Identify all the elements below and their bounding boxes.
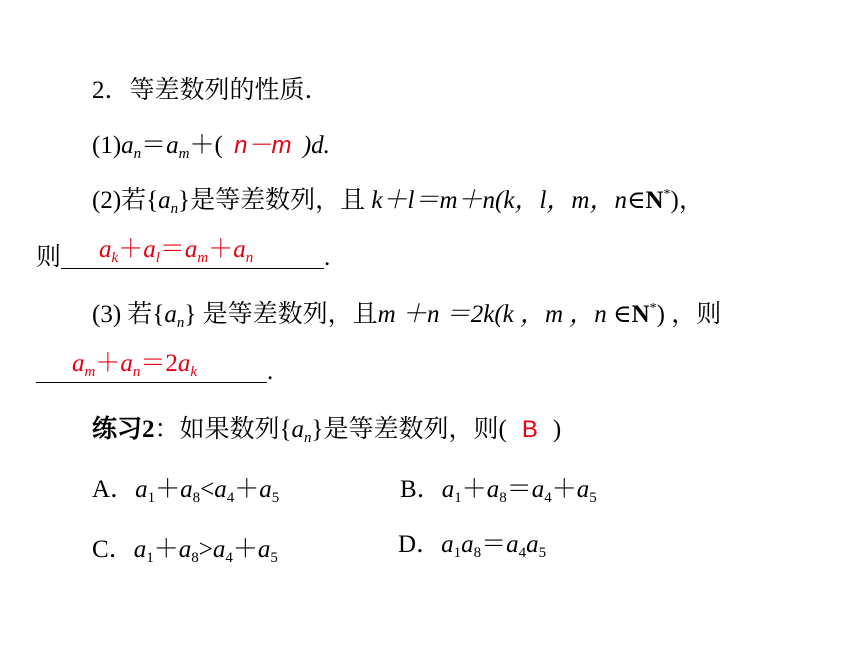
property-3-prefix: (3) 若{: [92, 301, 165, 328]
property-3: (3) 若$\{a_n\}$ 是等差数列，且m ＋n ＝2k(k ，m ，n ∈N*) ，则: [92, 301, 722, 331]
property-3-naturals: N: [631, 301, 650, 328]
property-1-answer: n－m: [234, 132, 292, 159]
property-2-then: 则: [36, 244, 62, 271]
option-b: B．$a_1+a_8=a_4+a_5$: [400, 476, 597, 506]
property-1-plus-paren: ＋(: [189, 132, 223, 159]
property-1-tail: )d.: [302, 132, 330, 159]
property-3-condition: m ＋n ＝2k(k ，m ，n ∈: [377, 301, 632, 328]
property-1-prefix: (1): [92, 132, 122, 159]
property-2-prefix: (2)若{: [92, 187, 159, 214]
property-1-equals: ＝: [141, 132, 167, 159]
property-3-blank-line: [36, 350, 274, 385]
property-2-end: )，: [670, 187, 704, 214]
option-c: C．$a_1+a_8>a_4+a_5$: [92, 536, 278, 566]
property-2-period: .: [324, 244, 331, 271]
option-d: D．$a_1a_8=a_4a_5$: [398, 531, 547, 561]
property-3-end: ) ，则: [656, 301, 722, 328]
property-2-star: *: [663, 187, 671, 202]
property-2-condition: k＋l＝m＋n(k，l，m，n∈: [371, 187, 646, 214]
exercise-answer: B: [521, 416, 538, 443]
property-3-mid: } 是等差数列，且: [184, 301, 378, 328]
property-2-mid: }是等差数列，且: [178, 187, 372, 214]
section-heading: 2．等差数列的性质．: [92, 77, 330, 104]
exercise-text: ：如果数列{: [154, 416, 292, 443]
property-2-blank: [61, 236, 324, 269]
exercise-close: ): [552, 416, 562, 443]
property-2: (2)若$\{a_n\}$是等差数列，且 k＋l＝m＋n(k，l，m，n∈N*)，: [92, 187, 704, 217]
property-2-answer: $a_k+a_l=a_m+a_n$: [99, 236, 254, 266]
property-3-period: .: [267, 358, 274, 385]
exercise-label: 练习2: [92, 416, 155, 443]
property-2-naturals: N: [645, 187, 664, 214]
property-1: $(1)a_n=a_m+$( n－m )d.: [92, 132, 330, 162]
option-a: A．$a_1+a_8<a_4+a_5$: [92, 476, 280, 506]
property-3-blank: [36, 350, 267, 383]
property-3-star: *: [649, 301, 657, 316]
property-2-blank-line: [36, 236, 331, 271]
property-3-answer: $a_m+a_n=2a_k$: [72, 350, 198, 380]
exercise-question: 练习2：如果数列$\{a_n\}$是等差数列，则( B ): [92, 416, 562, 446]
exercise-text-2: }是等差数列，则(: [311, 416, 507, 443]
